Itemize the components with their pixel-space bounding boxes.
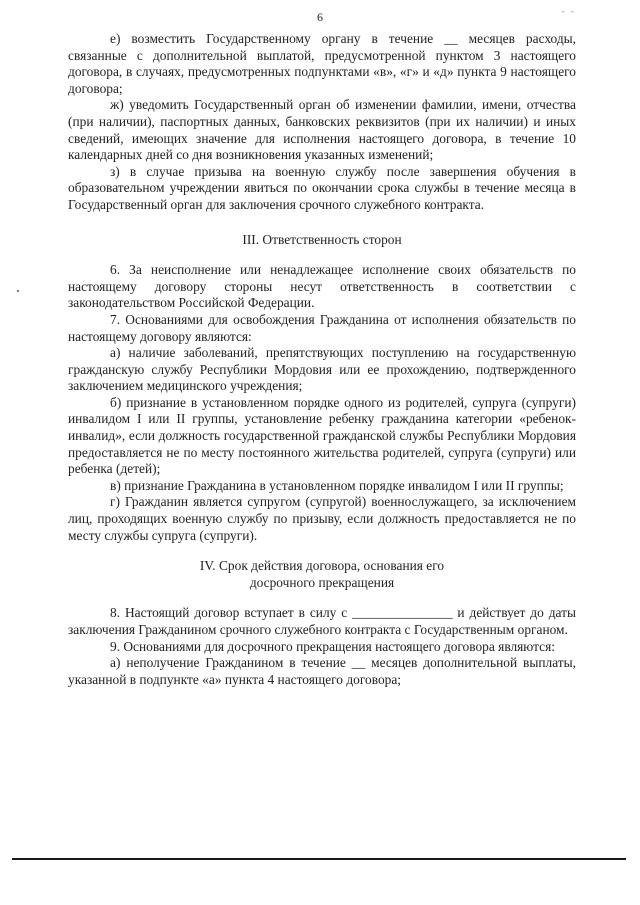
section-3-heading: III. Ответственность сторон [242, 231, 402, 247]
paragraph-8: 8. Настоящий договор вступает в силу с _______________ и действует до даты заключения Гражданином срочного служебного контракта с Государственным органом. [68, 605, 576, 637]
paragraph-7g: г) Гражданин является супругом (супругой) военнослужащего, за исключением лиц, проходящих военную службу по призыву, если должность предоставляется не по месту службы супруга (супруги). [68, 494, 576, 543]
paragraph-6: 6. За неисполнение или ненадлежащее исполнение своих обязательств по настоящему договору стороны несут ответственность в соответствии с законодательством Российской Федерации. [68, 262, 576, 311]
paragraph-z: з) в случае призыва на военную службу после завершения обучения в образовательном учреждении явиться по окончании срока службы в течение месяца в Государственный орган для заключения срочного служебного контракта. [68, 163, 576, 212]
top-scan-mark: - - [561, 6, 576, 16]
paragraph-zh: ж) уведомить Государственный орган об изменении фамилии, имени, отчества (при наличии), паспортных данных, банковских реквизитов (при их наличии) и иных сведений, имеющих значение для исполнения настоящего договора, в течение 10 календарных дней со дня возникновения указанных изменений; [68, 97, 576, 163]
section-4-heading-line2: досрочного прекращения [249, 574, 395, 590]
paragraph-9: 9. Основаниями для досрочного прекращения настоящего договора являются: [110, 638, 555, 654]
section-4-heading-line1: IV. Срок действия договора, основания его [199, 558, 445, 574]
paragraph-9a: а) неполучение Гражданином в течение __ месяцев дополнительной выплаты, указанной в подпункте «а» пункта 4 настоящего договора; [68, 655, 576, 687]
footer-rule [12, 858, 626, 860]
section-4-heading [68, 558, 576, 591]
paragraph-7: 7. Основаниями для освобождения Гражданина от исполнения обязательств по настоящему договору являются: [68, 311, 576, 344]
paragraph-e: е) возместить Государственному органу в течение __ месяцев расходы, связанные с дополнительной выплатой, предусмотренной пунктом 3 настоящего договора, в случаях, предусмотренных подпунктами «в», «г» и «д» пункта 9 настоящего договора; [68, 31, 576, 96]
paragraph-7a: а) наличие заболеваний, препятствующих поступлению на государственную гражданскую службу Республики Мордовия или ее прохождению, подтвержденного заключением медицинского учреждения; [68, 345, 576, 394]
document-body [68, 31, 576, 688]
paragraph-7b: б) признание в установленном порядке одного из родителей, супруга (супруги) инвалидом I или II группы, установление ребенку гражданина категории «ребенок-инвалид», если должность государственной гражданской службы Республики Мордовия предоставляется не по месту постоянного жительства родителей, супруга (супруги) или ребенка (детей); [68, 394, 576, 477]
scan-artifact-dot [17, 290, 19, 292]
page-number: 6 [317, 10, 323, 24]
paragraph-7v: в) признание Гражданина в установленном порядке инвалидом I или II группы; [110, 477, 564, 493]
